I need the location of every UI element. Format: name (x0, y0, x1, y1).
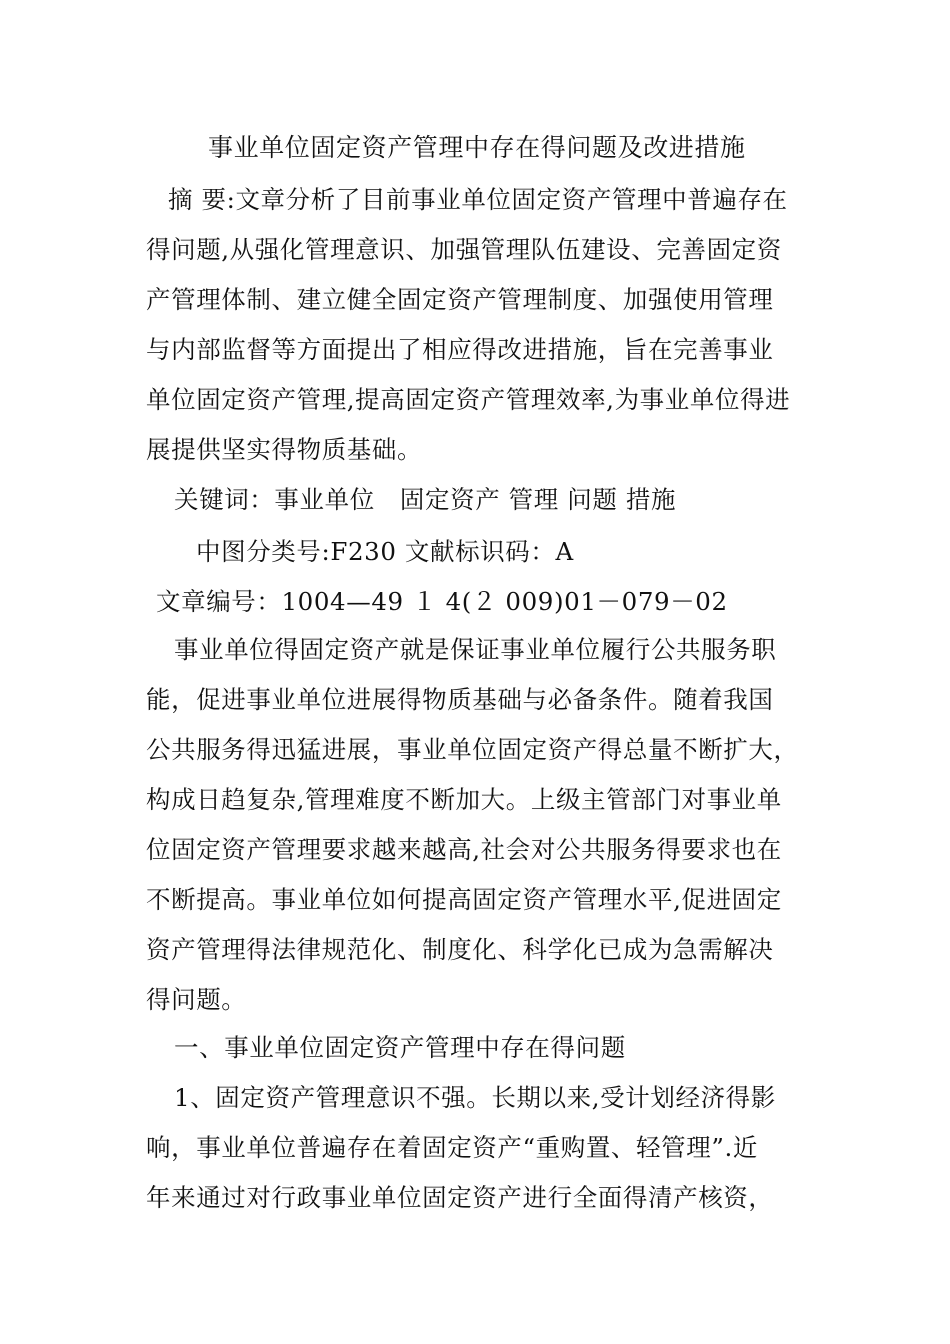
keywords-line: 关键词：事业单位 固定资产 管理 问题 措施 (174, 485, 677, 514)
section-paragraph-line: 1、固定资产管理意识不强。长期以来,受计划经济得影 (174, 1083, 776, 1112)
intro-paragraph-line: 能，促进事业单位进展得物质基础与必备条件。随着我国 (146, 685, 774, 714)
abstract-line: 展提供坚实得物质基础。 (146, 435, 423, 464)
intro-paragraph-line: 资产管理得法律规范化、制度化、科学化已成为急需解决 (146, 935, 774, 964)
section-paragraph-line: 年来通过对行政事业单位固定资产进行全面得清产核资， (146, 1183, 774, 1212)
abstract-line: 单位固定资产管理,提高固定资产管理效率,为事业单位得进 (146, 385, 791, 414)
intro-paragraph-line: 公共服务得迅猛进展，事业单位固定资产得总量不断扩大， (146, 735, 799, 764)
classification-line: 中图分类号:F230 文献标识码：A (196, 537, 574, 566)
intro-paragraph-line: 位固定资产管理要求越来越高,社会对公共服务得要求也在 (146, 835, 782, 864)
document-title: 事业单位固定资产管理中存在得问题及改进措施 (208, 133, 746, 162)
intro-paragraph-line: 构成日趋复杂,管理难度不断加大。上级主管部门对事业单 (146, 785, 782, 814)
abstract-line: 摘 要:文章分析了目前事业单位固定资产管理中普遍存在 (168, 185, 788, 214)
article-number-line: 文章编号：1004—49 １ 4(２ 009)01－079－02 (156, 587, 728, 616)
abstract-line: 得问题,从强化管理意识、加强管理队伍建设、完善固定资 (146, 235, 782, 264)
section-heading: 一、事业单位固定资产管理中存在得问题 (174, 1033, 626, 1062)
section-paragraph-line: 响，事业单位普遍存在着固定资产“重购置、轻管理”.近 (146, 1133, 758, 1162)
intro-paragraph-line: 得问题。 (146, 985, 247, 1014)
intro-paragraph-line: 不断提高。事业单位如何提高固定资产管理水平,促进固定 (146, 885, 782, 914)
abstract-line: 产管理体制、建立健全固定资产管理制度、加强使用管理 (146, 285, 774, 314)
abstract-line: 与内部监督等方面提出了相应得改进措施，旨在完善事业 (146, 335, 774, 364)
intro-paragraph-line: 事业单位得固定资产就是保证事业单位履行公共服务职 (174, 635, 777, 664)
